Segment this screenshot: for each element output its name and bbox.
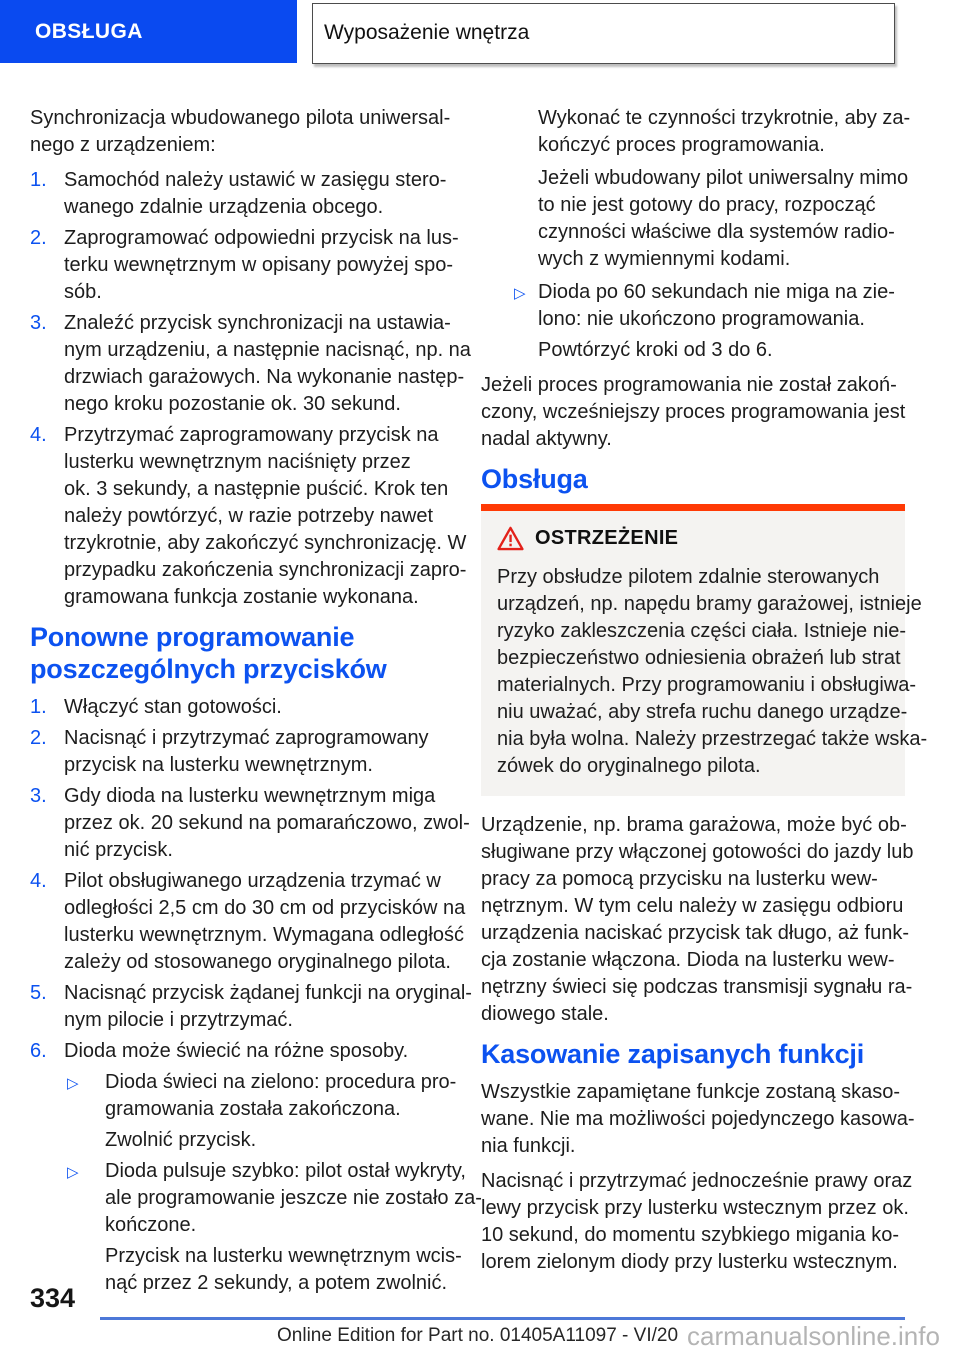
bullet-followup: Przycisk na lusterku wewnętrznym wcis- nąć przez 2 sekundy, a potem zwolnić. <box>105 1245 462 1294</box>
section-heading-delete-functions: Kasowanie zapisanych funkcji <box>481 1039 865 1069</box>
bullet-text: Dioda świeci na zielono: procedura pro- gramowania została zakończona. <box>105 1071 457 1120</box>
step-text: Zaprogramować odpowiedni przycisk na lus- terku wewnętrznym w opisany powyżej spo- sób. <box>64 227 459 303</box>
header-chapter-title: Wyposażenie wnętrza <box>324 21 530 44</box>
reprog-step-4 <box>30 868 466 976</box>
step-text: Pilot obsługiwanego urządzenia trzymać w odległości 2,5 cm do 30 cm od przycisków na lusterku wewnętrznym. Wymagana odległość zależy od stosowanego oryginalnego pilota. <box>64 870 466 973</box>
reprog-step-1 <box>30 694 450 721</box>
programming-status-paragraph: Jeżeli proces programowania nie został zakoń- czony, wcześniejszy proces programowania jest nadal aktywny. <box>481 374 906 450</box>
page-number: 334 <box>30 1283 76 1313</box>
warning-triangle-icon <box>497 526 535 551</box>
step-number: 5. <box>30 982 47 1004</box>
step-number: 3. <box>30 312 47 334</box>
triangle-bullet-icon: ▷ <box>514 285 526 302</box>
reprog-step-5 <box>30 980 472 1034</box>
step-text: Włączyć stan gotowości. <box>64 696 282 718</box>
sync-step-2 <box>30 225 459 306</box>
step-number: 6. <box>30 1040 47 1062</box>
step-text: Nacisnąć przycisk żądanej funkcji na oryginal- nym pilocie i przytrzymać. <box>64 982 472 1031</box>
step-text: Gdy dioda na lusterku wewnętrznym miga przez ok. 20 sekund na pomarańczowo, zwol- nić przycisk. <box>64 785 470 861</box>
bullet-text: Dioda po 60 sekundach nie miga na zie- lono: nie ukończono programowania. <box>538 281 895 330</box>
delete-paragraph-2: Nacisnąć i przytrzymać jednocześnie prawy oraz lewy przycisk przy lusterku wstecznym przez ok. 10 sekund, do momentu szybkiego migania ko- lorem zielonym diody przy lusterku wstecznym. <box>481 1170 913 1273</box>
step-number: 1. <box>30 169 47 191</box>
section-heading-reprogramming: Ponowne programowanie poszczególnych przycisków <box>30 622 387 684</box>
reprog-step-2 <box>30 725 450 779</box>
step-number: 1. <box>30 696 47 718</box>
bullet-followup: Powtórzyć kroki od 3 do 6. <box>538 339 773 361</box>
step-number: 4. <box>30 424 47 446</box>
sync-step-1 <box>30 167 450 221</box>
step-number: 2. <box>30 727 47 749</box>
intro-paragraph: Synchronizacja wbudowanego pilota uniwersal- nego z urządzeniem: <box>30 107 451 156</box>
footer-divider <box>100 1317 905 1320</box>
left-column <box>30 105 482 1301</box>
continuation-paragraph: Jeżeli wbudowany pilot uniwersalny mimo to nie jest gotowy do pracy, rozpocząć czynności właściwe dla systemów radio- wych z wymiennymi kodami. <box>538 167 909 270</box>
continuation-paragraph: Wykonać te czynności trzykrotnie, aby za- kończyć proces programowania. <box>538 107 911 156</box>
warning-title: OSTRZEŻENIE <box>535 527 679 549</box>
sync-step-4 <box>30 422 467 611</box>
usage-paragraph: Urządzenie, np. brama garażowa, może być ob- sługiwane przy włączonej gotowości do jazdy lub pracy za pomocą przycisku na lusterku wew- nętrznym. W tym celu należy w zasięgu odbioru urządzenia naciskać przycisk tak długo, aż funk- cja zostanie włączona. Dioda na lusterku wew- nętrzny świeci się podczas transmisji sygnału ra- diowego stale. <box>481 814 914 1025</box>
watermark: carmanualsonline.info <box>687 1321 940 1351</box>
step-text: Samochód należy ustawić w zasięgu stero- wanego zdalnie urządzenia obcego. <box>64 169 447 218</box>
step-number: 4. <box>30 870 47 892</box>
reprog-step-3 <box>30 783 470 864</box>
warning-header <box>497 525 889 552</box>
warning-box <box>481 504 928 796</box>
reprog-step-6 <box>30 1038 450 1065</box>
edition-note: Online Edition for Part no. 01405A11097 - VI/20 <box>277 1325 679 1346</box>
step-text: Przytrzymać zaprogramowany przycisk na lusterku wewnętrznym naciśnięty przez ok. 3 sekundy, a następnie puścić. Krok ten należy powtórzyć, w razie potrzeby nawet trzykrotnie, aby zakończyć synchronizację. W przypadku zakończenia synchronizacji zapro- gramowana funkcja zostanie wykonana. <box>64 424 467 608</box>
right-column <box>481 105 928 1284</box>
header-chapter-title-box <box>312 3 895 64</box>
step-text: Nacisnąć i przytrzymać zaprogramowany przycisk na lusterku wewnętrznym. <box>64 727 429 776</box>
header-section-tab: OBSŁUGA <box>0 0 297 63</box>
led-bullet-fast-pulse <box>30 1158 482 1239</box>
sync-step-3 <box>30 310 471 418</box>
bullet-text: Dioda pulsuje szybko: pilot ostał wykryty, ale programowanie jeszcze nie zostało za- kończone. <box>105 1160 482 1236</box>
section-heading-operation: Obsługa <box>481 464 588 494</box>
delete-paragraph-1: Wszystkie zapamiętane funkcje zostaną skaso- wane. Nie ma możliwości pojedynczego kasowa- nia funkcji. <box>481 1081 915 1157</box>
triangle-bullet-icon: ▷ <box>67 1075 79 1092</box>
bullet-followup: Zwolnić przycisk. <box>105 1129 257 1151</box>
step-text: Dioda może świecić na różne sposoby. <box>64 1040 409 1062</box>
warning-text: Przy obsłudze pilotem zdalnie sterowanych urządzeń, np. napędu bramy garażowej, istnieje ryzyko zakleszczenia części ciała. Istnieje nie- bezpieczeństwo odniesienia obrażeń lub strat materialnych. Przy programowaniu i obsługiwa- niu uważać, aby strefa ruchu danego urządze- nia była wolna. Należy przestrzegać także wska- zówek do oryginalnego pilota. <box>497 566 928 777</box>
led-bullet-green <box>30 1069 457 1123</box>
triangle-bullet-icon: ▷ <box>67 1164 79 1181</box>
step-number: 2. <box>30 227 47 249</box>
step-number: 3. <box>30 785 47 807</box>
step-text: Znaleźć przycisk synchronizacji na ustawia- nym urządzeniu, a następnie nacisnąć, np. na drzwiach garażowych. Na wykonanie następ- nego kroku pozostanie ok. 30 sekund. <box>64 312 471 415</box>
led-bullet-no-green <box>481 279 905 333</box>
